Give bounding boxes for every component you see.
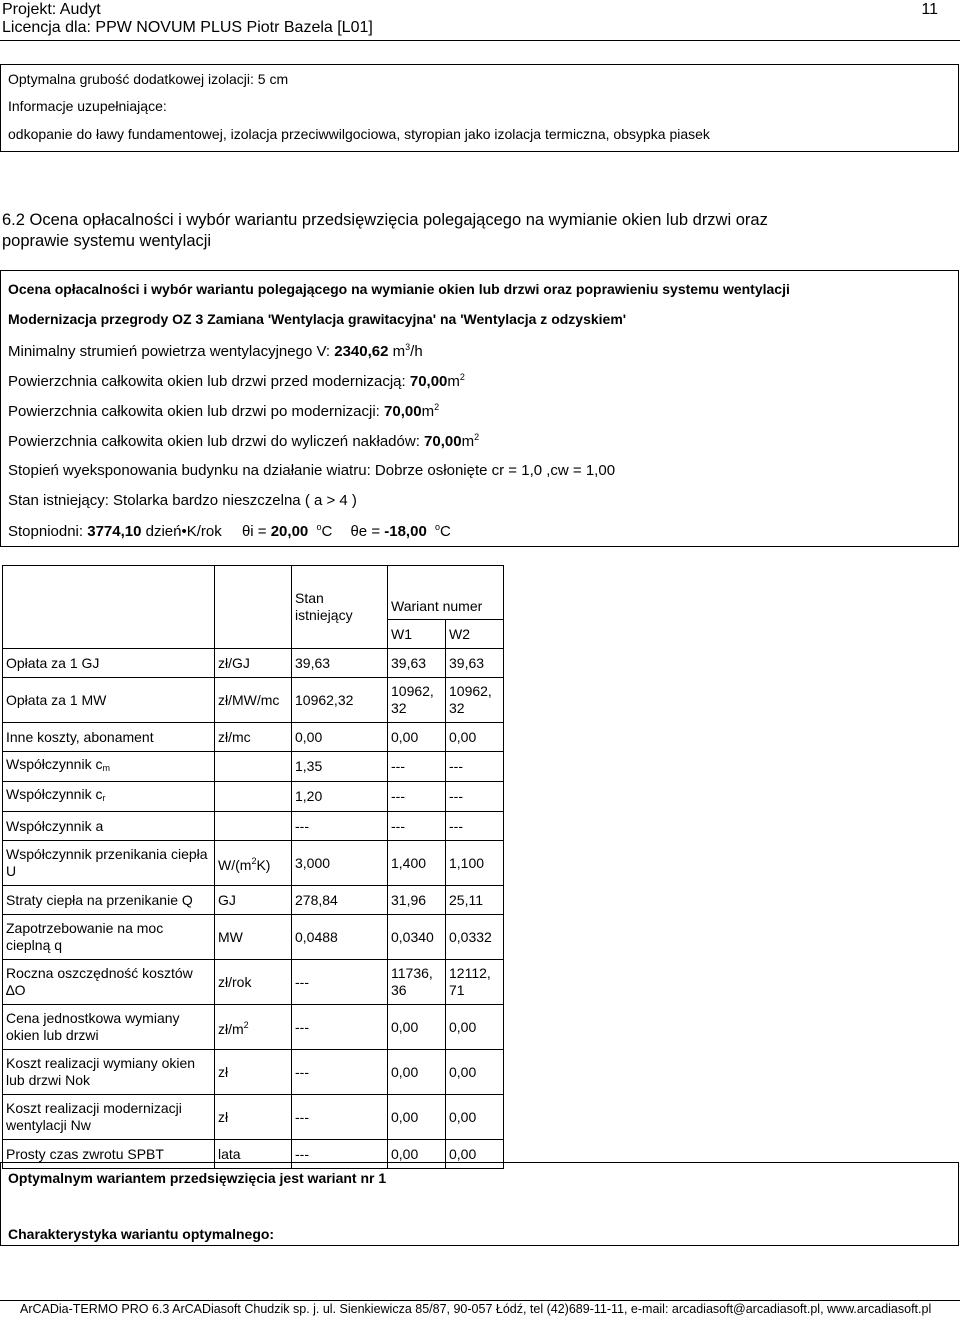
row-state: 10962,32 — [292, 678, 388, 723]
footer-text: ArCADia-TERMO PRO 6.3 ArCADiasoft Chudzik sp. j. ul. Sienkiewicza 85/87, 90-057 Łódź, tel (42)689-11-11, e-mail: arcadiasoft@arcadiasoft.pl, www.arcadiasoft.pl — [20, 1302, 932, 1316]
table-row — [3, 1050, 504, 1095]
additional-info-label: Informacje uzupełniające: — [8, 98, 167, 114]
row-w2: 0,00 — [446, 723, 504, 752]
table-row — [3, 782, 504, 812]
area-after-sup: 2 — [434, 402, 440, 412]
row-w2: --- — [446, 782, 504, 812]
row-label: Współczynnik a — [3, 812, 215, 841]
table-row — [3, 1005, 504, 1050]
row-w2: 0,00 — [446, 1005, 504, 1050]
table-row — [3, 812, 504, 841]
info-box — [0, 64, 959, 152]
optimal-variant: Optymalnym wariantem przedsięwzięcia jest wariant nr 1 — [8, 1170, 387, 1186]
row-state: 0,00 — [292, 723, 388, 752]
row-label: Współczynnik przenikania ciepła U — [3, 841, 215, 886]
area-cost — [8, 432, 479, 450]
area-cost-sup: 2 — [474, 432, 480, 442]
section-title-line1: 6.2 Ocena opłacalności i wybór wariantu przedsięwzięcia polegającego na wymianie okien lub drzwi oraz — [2, 211, 768, 229]
row-state: 0,0488 — [292, 915, 388, 960]
area-after-label: Powierzchnia całkowita okien lub drzwi po modernizacji: — [8, 403, 385, 420]
header-empty-label — [3, 566, 215, 649]
header-divider — [0, 40, 960, 41]
row-w1: 10962, 32 — [388, 678, 446, 723]
variants-table — [2, 565, 504, 1169]
area-after-value: 70,00 — [384, 403, 422, 420]
row-label: Prosty czas zwrotu SPBT — [3, 1140, 215, 1169]
row-label: Cena jednostkowa wymiany okien lub drzwi — [3, 1005, 215, 1050]
row-unit-text: W/(m — [218, 856, 252, 873]
row-unit — [215, 1005, 292, 1050]
row-w1: 0,00 — [388, 1050, 446, 1095]
row-w2: 12112, 71 — [446, 960, 504, 1005]
flow-unit-sup: 3 — [405, 342, 411, 352]
params-heading: Ocena opłacalności i wybór wariantu polegającego na wymianie okien lub drzwi oraz poprawieniu systemu wentylacji — [8, 281, 790, 297]
table-row — [3, 841, 504, 886]
table-row — [3, 1095, 504, 1140]
row-unit: MW — [215, 915, 292, 960]
area-cost-unit: m — [461, 433, 475, 450]
degree-days-value: 3774,10 — [87, 523, 142, 540]
row-unit — [215, 812, 292, 841]
row-w2: 0,00 — [446, 1140, 504, 1169]
te-label: θe = — [350, 523, 385, 540]
row-label-sub: r — [102, 793, 106, 803]
area-after — [8, 402, 439, 420]
row-unit: zł/rok — [215, 960, 292, 1005]
row-w2: 0,00 — [446, 1050, 504, 1095]
row-unit: lata — [215, 1140, 292, 1169]
row-w2: 25,11 — [446, 886, 504, 915]
row-w1: --- — [388, 782, 446, 812]
flow-value: 2340,62 — [334, 343, 389, 360]
te-degree-sup: o — [434, 522, 440, 532]
row-state: 278,84 — [292, 886, 388, 915]
row-unit-sup: 2 — [243, 1019, 249, 1030]
row-state: --- — [292, 1140, 388, 1169]
row-state: --- — [292, 812, 388, 841]
row-w1: --- — [388, 812, 446, 841]
row-w2: 39,63 — [446, 649, 504, 678]
row-state: 39,63 — [292, 649, 388, 678]
existing-state: Stan istniejący: Stolarka bardzo nieszczelna ( a > 4 ) — [8, 492, 357, 509]
row-label: Opłata za 1 MW — [3, 678, 215, 723]
row-unit: zł — [215, 1050, 292, 1095]
row-label: Inne koszty, abonament — [3, 723, 215, 752]
table-row — [3, 915, 504, 960]
row-w2: --- — [446, 752, 504, 782]
area-before — [8, 372, 465, 390]
optimal-characteristics: Charakterystyka wariantu optymalnego: — [8, 1226, 275, 1242]
table-row — [3, 649, 504, 678]
row-label: Opłata za 1 GJ — [3, 649, 215, 678]
row-label: Koszt realizacji modernizacji wentylacji Nw — [3, 1095, 215, 1140]
row-label: Straty ciepła na przenikanie Q — [3, 886, 215, 915]
row-unit — [215, 752, 292, 782]
row-w2: 1,100 — [446, 841, 504, 886]
row-state: 3,000 — [292, 841, 388, 886]
project-title: Projekt: Audyt — [2, 1, 101, 18]
table-row — [3, 886, 504, 915]
table-header-row — [3, 566, 504, 620]
row-label-sub: m — [102, 763, 110, 773]
flow-label: Minimalny strumień powietrza wentylacyjnego V: — [8, 343, 335, 360]
row-state: --- — [292, 960, 388, 1005]
row-w1: 39,63 — [388, 649, 446, 678]
header-w1: W1 — [388, 620, 446, 649]
area-before-value: 70,00 — [409, 373, 448, 390]
area-cost-label: Powierzchnia całkowita okien lub drzwi do wyliczeń nakładów: — [8, 433, 425, 450]
row-unit: zł — [215, 1095, 292, 1140]
row-state: --- — [292, 1095, 388, 1140]
ventilation-flow — [8, 342, 423, 360]
license-line: Licencja dla: PPW NOVUM PLUS Piotr Bazela [L01] — [2, 19, 373, 36]
degree-days-unit: dzień•K/rok — [141, 523, 222, 540]
row-unit: zł/MW/mc — [215, 678, 292, 723]
area-before-label: Powierzchnia całkowita okien lub drzwi przed modernizacją: — [8, 373, 410, 390]
row-w2: 0,00 — [446, 1095, 504, 1140]
row-label: Roczna oszczędność kosztów ∆O — [3, 960, 215, 1005]
header-w2: W2 — [446, 620, 504, 649]
section-title-line2: poprawie systemu wentylacji — [2, 232, 212, 250]
table-row — [3, 752, 504, 782]
header-variant: Wariant numer — [388, 566, 504, 620]
page-number: 11 — [921, 1, 938, 18]
additional-info-text: odkopanie do ławy fundamentowej, izolacja przeciwwilgociowa, styropian jako izolacja termiczna, obsypka piasek — [8, 126, 710, 142]
row-state: --- — [292, 1005, 388, 1050]
ti-label: θi = — [241, 523, 271, 540]
row-unit — [215, 782, 292, 812]
header-empty-unit — [215, 566, 292, 649]
row-unit-text: zł/m — [218, 1020, 244, 1037]
section-title — [2, 210, 768, 252]
row-label: Zapotrzebowanie na moc cieplną q — [3, 915, 215, 960]
row-w1: 1,400 — [388, 841, 446, 886]
area-cost-value: 70,00 — [424, 433, 462, 450]
row-w1: 0,00 — [388, 723, 446, 752]
row-unit: GJ — [215, 886, 292, 915]
summary-box — [0, 1162, 959, 1246]
row-w1: 0,0340 — [388, 915, 446, 960]
row-w1: 0,00 — [388, 1005, 446, 1050]
degree-days-label: Stopniodni: — [8, 523, 88, 540]
table-row — [3, 960, 504, 1005]
row-w1: 0,00 — [388, 1140, 446, 1169]
flow-unit: m — [388, 343, 406, 360]
area-before-sup: 2 — [459, 372, 465, 382]
row-label — [3, 782, 215, 812]
table-row — [3, 678, 504, 723]
params-subheading: Modernizacja przegrody OZ 3 Zamiana 'Wentylacja grawitacyjna' na 'Wentylacja z odzyskiem' — [8, 311, 627, 327]
footer-divider — [0, 1300, 960, 1301]
table-row — [3, 723, 504, 752]
row-label: Koszt realizacji wymiany okien lub drzwi Nok — [3, 1050, 215, 1095]
row-unit-tail: K) — [256, 856, 271, 873]
area-before-unit: m — [447, 373, 460, 390]
parameters-box — [0, 270, 959, 547]
row-w1: 0,00 — [388, 1095, 446, 1140]
row-unit: zł/mc — [215, 723, 292, 752]
header-state: Stan istniejący — [292, 566, 388, 649]
degree-days-row — [8, 522, 451, 540]
row-state: --- — [292, 1050, 388, 1095]
area-after-unit: m — [421, 403, 435, 420]
ti-value: 20,00 — [270, 523, 309, 540]
row-label — [3, 752, 215, 782]
row-w2: --- — [446, 812, 504, 841]
wind-exposure: Stopień wyeksponowania budynku na działanie wiatru: Dobrze osłonięte cr = 1,0 ,cw = 1,00 — [8, 462, 616, 479]
te-unit: C — [439, 523, 451, 540]
row-unit-sup: 2 — [251, 855, 257, 866]
row-w1: --- — [388, 752, 446, 782]
insulation-thickness: Optymalna grubość dodatkowej izolacji: 5 cm — [8, 71, 289, 87]
row-label-text: Współczynnik c — [6, 756, 103, 772]
flow-unit-tail: /h — [410, 343, 423, 360]
row-w1: 31,96 — [388, 886, 446, 915]
row-state: 1,35 — [292, 752, 388, 782]
ti-unit: C — [321, 523, 333, 540]
row-w1: 11736, 36 — [388, 960, 446, 1005]
row-label-text: Współczynnik c — [6, 786, 103, 802]
row-w2: 10962, 32 — [446, 678, 504, 723]
row-unit — [215, 841, 292, 886]
row-state: 1,20 — [292, 782, 388, 812]
te-value: -18,00 — [384, 523, 427, 540]
ti-degree-sup: o — [316, 522, 322, 532]
row-w2: 0,0332 — [446, 915, 504, 960]
row-unit: zł/GJ — [215, 649, 292, 678]
